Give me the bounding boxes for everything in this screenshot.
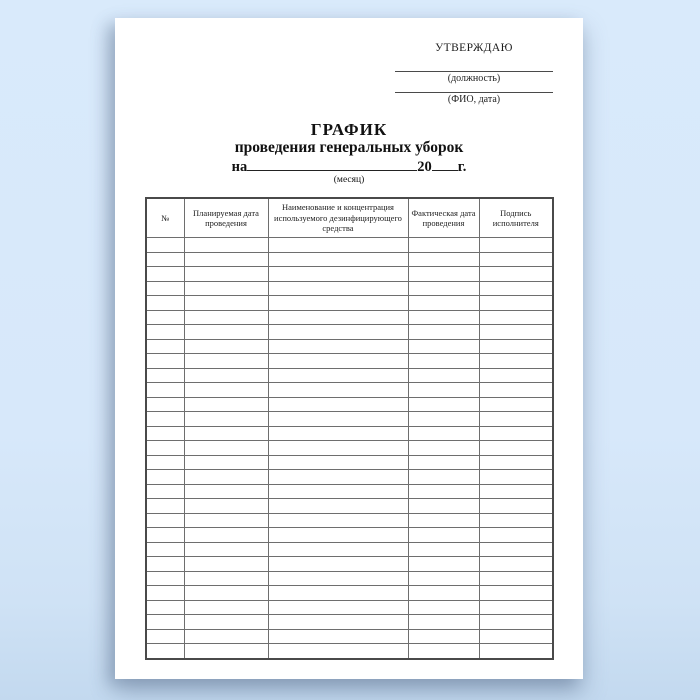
table-row [146,368,553,383]
empty-cell [146,542,184,557]
empty-cell [184,325,268,340]
empty-cell [479,600,553,615]
empty-cell [268,267,408,282]
table-row [146,644,553,659]
empty-cell [408,426,479,441]
empty-cell [146,571,184,586]
empty-cell [268,397,408,412]
empty-cell [146,484,184,499]
empty-cell [184,542,268,557]
approval-block [395,42,553,106]
empty-cell [268,426,408,441]
empty-cell [479,542,553,557]
empty-cell [146,513,184,528]
table-row [146,296,553,311]
empty-cell [479,339,553,354]
empty-cell [184,586,268,601]
empty-cell [479,397,553,412]
empty-cell [146,499,184,514]
empty-cell [184,557,268,572]
empty-cell [268,238,408,253]
table-row [146,441,553,456]
empty-cell [408,281,479,296]
empty-cell [268,310,408,325]
year-blank-line [432,170,458,171]
table-row [146,629,553,644]
table-row [146,252,553,267]
empty-cell [408,586,479,601]
empty-cell [146,281,184,296]
empty-cell [184,426,268,441]
empty-cell [268,600,408,615]
empty-cell [268,441,408,456]
empty-cell [268,339,408,354]
empty-cell [479,455,553,470]
empty-cell [268,586,408,601]
empty-cell [146,412,184,427]
empty-cell [268,557,408,572]
empty-cell [268,629,408,644]
empty-cell [479,513,553,528]
empty-cell [268,484,408,499]
table-row [146,615,553,630]
empty-cell [268,455,408,470]
document-page [115,18,583,679]
column-header: Планируемая дата проведения [184,198,268,238]
period-year: 20 [417,159,432,175]
empty-cell [408,383,479,398]
empty-cell [184,383,268,398]
empty-cell [268,644,408,659]
empty-cell [184,238,268,253]
empty-cell [408,252,479,267]
empty-cell [146,557,184,572]
empty-cell [184,397,268,412]
empty-cell [268,368,408,383]
empty-cell [479,470,553,485]
empty-cell [184,339,268,354]
table-row [146,397,553,412]
empty-cell [146,426,184,441]
period-line [115,159,583,175]
empty-cell [268,281,408,296]
table-row [146,412,553,427]
empty-cell [408,629,479,644]
empty-cell [268,571,408,586]
empty-cell [146,644,184,659]
empty-cell [479,238,553,253]
empty-cell [408,412,479,427]
table-row [146,499,553,514]
empty-cell [184,441,268,456]
empty-cell [184,571,268,586]
empty-cell [408,600,479,615]
empty-cell [479,267,553,282]
table-row [146,528,553,543]
empty-cell [146,629,184,644]
table-row [146,238,553,253]
empty-cell [184,644,268,659]
empty-cell [268,615,408,630]
empty-cell [408,499,479,514]
month-caption: (месяц) [333,175,365,185]
table-row [146,513,553,528]
empty-cell [268,528,408,543]
empty-cell [408,571,479,586]
empty-cell [146,586,184,601]
empty-cell [268,542,408,557]
empty-cell [184,629,268,644]
table-row [146,600,553,615]
empty-cell [184,615,268,630]
document-subtitle: проведения генеральных уборок [234,139,464,156]
empty-cell [408,484,479,499]
column-header: Наименование и концентрация используемого дезинфицирующего средства [268,198,408,238]
empty-cell [146,397,184,412]
empty-cell [408,615,479,630]
table-row [146,571,553,586]
empty-cell [408,644,479,659]
table-row [146,310,553,325]
empty-cell [184,296,268,311]
empty-cell [479,368,553,383]
table-row [146,383,553,398]
empty-cell [184,252,268,267]
empty-cell [408,296,479,311]
empty-cell [268,325,408,340]
empty-cell [146,238,184,253]
empty-cell [146,252,184,267]
empty-cell [268,470,408,485]
empty-cell [479,586,553,601]
empty-cell [184,513,268,528]
empty-cell [408,513,479,528]
empty-cell [268,296,408,311]
empty-cell [268,383,408,398]
empty-cell [408,542,479,557]
empty-cell [479,310,553,325]
empty-cell [479,383,553,398]
empty-cell [408,397,479,412]
empty-cell [408,339,479,354]
empty-cell [184,310,268,325]
empty-cell [184,368,268,383]
month-blank-line [247,170,417,171]
empty-cell [479,325,553,340]
empty-cell [146,368,184,383]
empty-cell [479,412,553,427]
empty-cell [408,310,479,325]
empty-cell [184,354,268,369]
empty-cell [479,296,553,311]
empty-cell [479,441,553,456]
empty-cell [184,412,268,427]
empty-cell [146,383,184,398]
empty-cell [479,629,553,644]
empty-cell [479,252,553,267]
empty-cell [146,455,184,470]
table-row [146,354,553,369]
document-title: ГРАФИК [310,120,388,139]
empty-cell [408,470,479,485]
empty-cell [408,557,479,572]
column-header: Фактическая дата проведения [408,198,479,238]
empty-cell [479,281,553,296]
table-row [146,557,553,572]
table-row [146,484,553,499]
empty-cell [408,368,479,383]
empty-cell [479,615,553,630]
empty-cell [184,528,268,543]
empty-cell [408,267,479,282]
empty-cell [268,513,408,528]
empty-cell [479,484,553,499]
empty-cell [479,528,553,543]
approve-heading: УТВЕРЖДАЮ [435,42,513,54]
table-row [146,586,553,601]
table-row [146,470,553,485]
empty-cell [146,470,184,485]
empty-cell [268,499,408,514]
empty-cell [184,470,268,485]
title-block [115,121,583,186]
empty-cell [408,455,479,470]
empty-cell [408,441,479,456]
table-row [146,542,553,557]
empty-cell [408,528,479,543]
empty-cell [408,354,479,369]
empty-cell [479,571,553,586]
empty-cell [184,600,268,615]
column-header: Подпись исполнителя [479,198,553,238]
empty-cell [408,238,479,253]
empty-cell [146,339,184,354]
table-row [146,339,553,354]
table-row [146,455,553,470]
empty-cell [184,499,268,514]
empty-cell [146,354,184,369]
empty-cell [146,615,184,630]
empty-cell [268,412,408,427]
table-row [146,325,553,340]
empty-cell [146,296,184,311]
empty-cell [146,600,184,615]
period-year-suffix: г. [457,159,467,175]
empty-cell [184,484,268,499]
empty-cell [479,644,553,659]
empty-cell [479,499,553,514]
column-header: № [146,198,184,238]
table-row [146,426,553,441]
table-header-row [146,198,553,238]
name-caption: (ФИО, дата) [447,94,501,105]
table-row [146,267,553,282]
empty-cell [184,281,268,296]
empty-cell [146,528,184,543]
empty-cell [479,557,553,572]
empty-cell [184,267,268,282]
empty-cell [268,252,408,267]
empty-cell [408,325,479,340]
table-row [146,281,553,296]
empty-cell [146,325,184,340]
empty-cell [146,310,184,325]
empty-cell [479,426,553,441]
empty-cell [479,354,553,369]
position-caption: (должность) [447,73,501,84]
empty-cell [146,441,184,456]
cleaning-schedule-table [145,197,554,660]
empty-cell [268,354,408,369]
empty-cell [184,455,268,470]
empty-cell [146,267,184,282]
period-prefix: на [231,159,248,175]
